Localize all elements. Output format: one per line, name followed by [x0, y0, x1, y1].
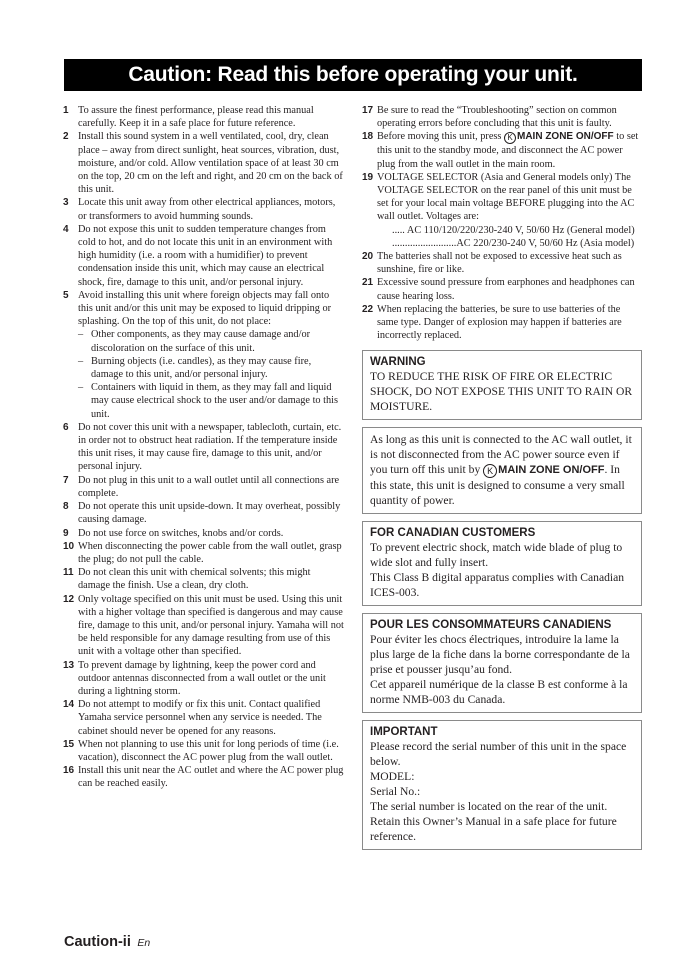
voltage-line-asia: .........................AC 220/230-240 V, 50/60 Hz (Asia model): [392, 237, 635, 249]
item-number: 3: [63, 197, 69, 209]
item-text: Excessive sound pressure from earphones and headphones can cause hearing loss.: [377, 277, 635, 302]
item-number: 20: [362, 251, 374, 263]
right-column: [362, 104, 642, 850]
item-text: Do not attempt to modify or fix this unit. Contact qualified Yamaha service personnel when any service is needed. The cabinet should never be opened for any reasons.: [78, 699, 322, 737]
page-footer: [64, 933, 150, 951]
item-text: Avoid installing this unit where foreign objects may fall onto this unit and/or this unit may be exposed to liquid dripping or splashing. On the top of this unit, do not place:: [78, 289, 332, 328]
caution-item-1: [63, 104, 345, 130]
item-text: Do not expose this unit to sudden temperature changes from cold to hot, and do not locate this unit in an environment with high humidity (i.e. a room with a humidifier) to prevent condensation inside this unit, which may cause an electrical shock, fire, damage to this unit, and/or personal injury.: [78, 223, 333, 288]
caution-item-5-subitems: [78, 328, 345, 420]
item-text: Do not cover this unit with a newspaper, tablecloth, curtain, etc. in order not to obstruct heat radiation. If the temperature inside this unit rises, it may cause fire, damage to this unit, and/or personal injury.: [78, 421, 342, 473]
item-text: Install this sound system in a well ventilated, cool, dry, clean place – away from direct sunlight, heat sources, vibration, dust, moisture, and/or cold. Allow ventilation space of at least 30 cm on the top, 20 cm on the left and right, and 20 cm on the back of this unit.: [78, 131, 343, 196]
caution-item-6: [63, 421, 345, 474]
warning-title: WARNING: [370, 356, 426, 369]
caution-item-20: [362, 250, 642, 276]
caution-item-10: [63, 540, 345, 566]
sub-item: [78, 381, 345, 421]
caution-item-4: [63, 223, 345, 289]
page-title: Caution: Read this before operating your unit.: [64, 59, 642, 91]
caution-item-13: [63, 659, 345, 699]
item-text: When replacing the batteries, be sure to use batteries of the same type. Danger of explosion may happen if batteries are incorrectly replaced.: [377, 303, 622, 342]
item-number: 5: [63, 289, 69, 301]
sub-item: [78, 355, 345, 381]
item-number: 2: [63, 131, 69, 143]
sub-item: [78, 328, 345, 354]
item-text: Be sure to read the “Troubleshooting” section on common operating errors before concluding that this unit is faulty.: [377, 105, 617, 130]
key-label: MAIN ZONE ON/OFF: [516, 131, 614, 143]
dash-bullet: –: [78, 382, 84, 394]
key-button-icon: K: [483, 464, 497, 478]
warning-text: TO REDUCE THE RISK OF FIRE OR ELECTRIC SHOCK, DO NOT EXPOSE THIS UNIT TO RAIN OR MOISTURE.: [370, 370, 633, 414]
french-canadian-box: [362, 613, 642, 713]
item-number: 12: [63, 593, 75, 605]
canadian-customers-box: [362, 521, 642, 606]
caution-item-5: [63, 289, 345, 329]
important-title: IMPORTANT: [370, 726, 438, 739]
item-number: 21: [362, 277, 374, 289]
model-label: MODEL:: [370, 770, 415, 784]
item-number: 6: [63, 421, 69, 433]
item-number: 17: [362, 105, 374, 116]
french-title: POUR LES CONSOMMATEURS CANADIENS: [370, 619, 612, 632]
standby-text: . In this state, this unit is designed to consume a very small quantity of power.: [370, 463, 625, 508]
caution-item-7: [63, 474, 345, 500]
item-number: 7: [63, 474, 69, 486]
canadian-text-2: This Class B digital apparatus complies with Canadian ICES-003.: [370, 571, 625, 600]
sub-item-text: Burning objects (i.e. candles), as they may cause fire, damage to this unit, and/or personal injury.: [91, 355, 312, 381]
item-text: Install this unit near the AC outlet and where the AC power plug can be reached easily.: [78, 765, 344, 790]
caution-item-15: [63, 738, 345, 764]
caution-item-18: [362, 130, 642, 170]
caution-item-12: [63, 593, 345, 659]
sub-item-text: Other components, as they may cause damage and/or discoloration on the surface of this unit.: [91, 329, 311, 354]
dash-bullet: –: [78, 329, 84, 341]
item-text: Locate this unit away from other electrical appliances, motors, or transformers to avoid humming sounds.: [78, 197, 336, 222]
caution-item-2: [63, 130, 345, 196]
item-number: 4: [63, 223, 69, 235]
caution-item-9: [63, 527, 345, 540]
standby-text: As long as this unit is connected to the AC wall outlet, it is not disconnected from the AC power source even if you turn off this unit by: [370, 433, 632, 477]
item-number: 8: [63, 501, 69, 513]
key-button-icon: K: [504, 132, 516, 144]
item-text: To prevent damage by lightning, keep the power cord and outdoor antennas disconnected from a wall outlet or the unit during a lightning storm.: [78, 659, 326, 697]
language-code: En: [137, 937, 151, 949]
item-text: Do not clean this unit with chemical solvents; this might damage the finish. Use a clean, dry cloth.: [78, 567, 311, 592]
item-number: 9: [63, 527, 69, 539]
page-number: Caution-ii: [64, 934, 131, 950]
item-text: To assure the finest performance, please read this manual carefully. Keep it in a safe place for future reference.: [78, 105, 314, 130]
sub-item-text: Containers with liquid in them, as they may fall and liquid may cause electrical shock to the user and/or damage to this unit.: [91, 382, 339, 420]
caution-item-21: [362, 276, 642, 302]
item-number: 1: [63, 105, 69, 116]
item-number: 15: [63, 738, 75, 750]
french-text-1: Pour éviter les chocs électriques, introduire la lame la plus large de la fiche dans la borne correspondante de la prise et pousser jusqu’au fond.: [370, 633, 630, 677]
caution-item-14: [63, 698, 345, 738]
caution-item-17: [362, 104, 642, 130]
item-text: Do not operate this unit upside-down. It may overheat, possibly causing damage.: [78, 501, 341, 526]
left-column: [63, 104, 345, 791]
caution-item-3: [63, 196, 345, 222]
item-text: When not planning to use this unit for long periods of time (i.e. vacation), disconnect the AC power plug from the wall outlet.: [78, 738, 339, 763]
item-number: 13: [63, 659, 75, 671]
canadian-title: FOR CANADIAN CUSTOMERS: [370, 527, 536, 540]
key-label: MAIN ZONE ON/OFF: [498, 464, 605, 477]
important-box: [362, 720, 642, 850]
serial-label: Serial No.:: [370, 785, 421, 799]
item-number: 10: [63, 540, 75, 552]
item-number: 11: [63, 567, 74, 579]
item-number: 18: [362, 131, 374, 143]
item-number: 19: [362, 171, 374, 183]
important-text-2: The serial number is located on the rear of the unit. Retain this Owner’s Manual in a safe place for future reference.: [370, 800, 617, 844]
caution-item-11: [63, 566, 345, 592]
item-text: Only voltage specified on this unit must be used. Using this unit with a higher voltage than specified is dangerous and may cause fire, damage to this unit, and/or personal injury. Yamaha will not be held responsible for any damage resulting from use of this unit with a voltage other than specified.: [78, 593, 344, 658]
canadian-text-1: To prevent electric shock, match wide blade of plug to wide slot and fully insert.: [370, 541, 623, 570]
french-text-2: Cet appareil numérique de la classe B est conforme à la norme NMB-003 du Canada.: [370, 678, 628, 707]
important-text-1: Please record the serial number of this unit in the space below.: [370, 740, 627, 769]
item-text: Do not use force on switches, knobs and/or cords.: [78, 527, 284, 539]
item-number: 14: [63, 699, 75, 711]
caution-item-22: [362, 303, 642, 343]
caution-item-16: [63, 764, 345, 790]
item-text: VOLTAGE SELECTOR (Asia and General models only) The VOLTAGE SELECTOR on the rear panel of this unit must be set for your local main voltage BEFORE plugging into the AC wall outlet. Voltages are:: [377, 171, 635, 223]
caution-item-8: [63, 500, 345, 526]
warning-box: [362, 350, 642, 420]
item-text: The batteries shall not be exposed to excessive heat such as sunshine, fire or like.: [377, 251, 622, 276]
item-number: 22: [362, 303, 374, 315]
item-text: to set this unit to the standby mode, and disconnect the AC power plug from the wall outlet in the main room.: [377, 131, 639, 170]
standby-notice-box: [362, 427, 642, 514]
item-text: Before moving this unit, press: [377, 131, 504, 143]
item-number: 16: [63, 765, 75, 777]
voltage-line-general: ..... AC 110/120/220/230-240 V, 50/60 Hz (General model): [392, 224, 635, 236]
caution-item-19: [362, 171, 642, 224]
dash-bullet: –: [78, 355, 84, 367]
item-text: Do not plug in this unit to a wall outlet until all connections are complete.: [78, 474, 340, 499]
item-text: When disconnecting the power cable from the wall outlet, grasp the plug; do not pull the cable.: [78, 540, 342, 565]
